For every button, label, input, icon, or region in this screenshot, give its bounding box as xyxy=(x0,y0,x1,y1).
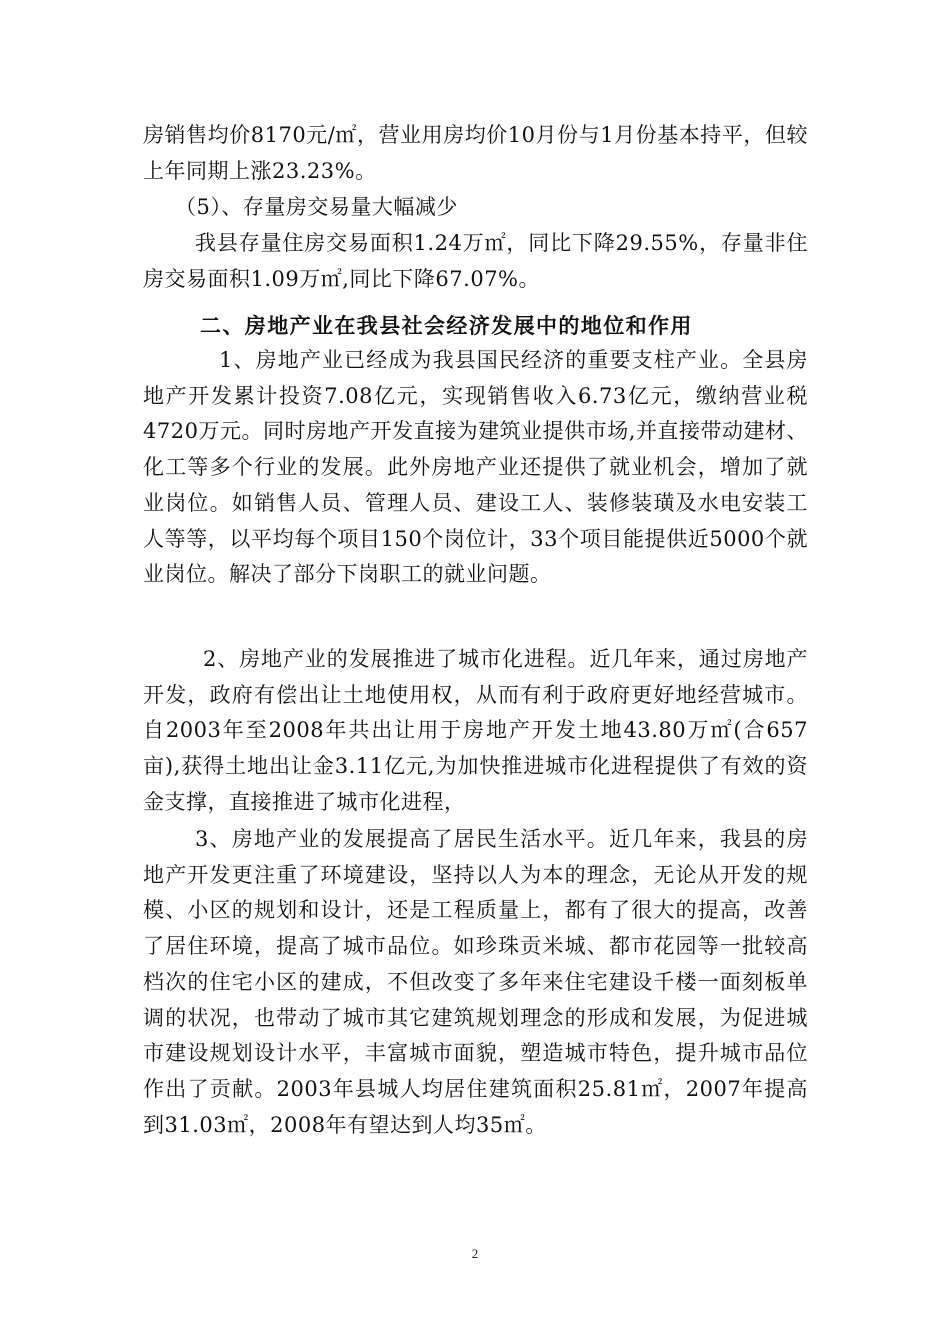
paragraph-living-standard-text: 3、房地产业的发展提高了居民生活水平。近几年来，我县的房地产开发更注重了环境建设，坚持以人为本的理念，无论从开发的规模、小区的规划和设计，还是工程质量上，都有了很大的提高，改善了居住环境，提高了城市品位。如珍珠贡米城、都市花园等一批较高档次的住宅小区的建成，不但改变了多年来住宅建设千楼一面刻板单调的状况，也带动了城市其它建筑规划理念的形成和发展，为促进城市建设规划设计水平，丰富城市面貌，塑造城市特色，提升城市品位作出了贡献。2003年县城人均居住建筑面积25.81㎡，2007年提高到31.03㎡，2008年有望达到人均35㎡。 xyxy=(143,827,808,1137)
paragraph-pillar-industry xyxy=(143,343,808,593)
paragraph-urbanization-text: 2、房地产业的发展推进了城市化进程。近几年来，通过房地产开发，政府有偿出让土地使用权，从而有利于政府更好地经营城市。自2003年至2008年共出让用于房地产开发土地43.80万㎡(合657亩),获得土地出让金3.11亿元,为加快推进城市化进程提供了有效的资金支撑，直接推进了城市化进程， xyxy=(143,647,808,814)
section-heading: 二、房地产业在我县社会经济发展中的地位和作用 xyxy=(200,313,693,338)
paragraph-stock-housing xyxy=(143,226,808,297)
paragraph-top-text: 房销售均价8170元/㎡，营业用房均价10月份与1月份基本持平，但较上年同期上涨23.23%。 xyxy=(143,123,808,183)
paragraph-living-standard xyxy=(143,822,808,1143)
paragraph-top xyxy=(143,118,808,189)
subheading-5 xyxy=(143,190,840,226)
paragraph-stock-housing-text: 我县存量住房交易面积1.24万㎡，同比下降29.55%，存量非住房交易面积1.09万㎡,同比下降67.07%。 xyxy=(143,231,808,291)
subheading-5-text: （5）、存量房交易量大幅减少 xyxy=(175,195,458,219)
paragraph-pillar-industry-text: 1、房地产业已经成为我县国民经济的重要支柱产业。全县房地产开发累计投资7.08亿元，实现销售收入6.73亿元，缴纳营业税4720万元。同时房地产开发直接为建筑业提供市场,并直接带动建材、化工等多个行业的发展。此外房地产业还提供了就业机会，增加了就业岗位。如销售人员、管理人员、建设工人、装修装璜及水电安装工人等等，以平均每个项目150个岗位计，33个项目能提供近5000个就业岗位。解决了部分下岗职工的就业问题。 xyxy=(143,348,808,587)
page-number: 2 xyxy=(471,1246,479,1261)
paragraph-urbanization xyxy=(143,642,808,821)
